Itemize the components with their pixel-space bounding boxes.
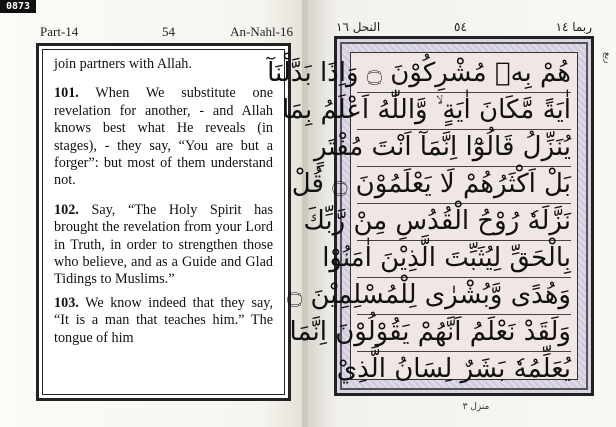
arabic-line: هُمْ بِهٖ مُشْرِكُوْنَ ۝ وَاِذَا بَدَّلْنَآ	[357, 55, 571, 93]
left-page-header	[40, 24, 293, 42]
arabic-line: بَلْ اَكْثَرُهُمْ لَا يَعْلَمُوْنَ ۝ قُلْ	[357, 166, 571, 204]
translation-frame	[36, 43, 291, 401]
paragraph-text: When We substitute one revelation for another, - and Allah knows best what He reveals (in stages), - they say, “You are but a forger”: but most of them understand not.	[54, 85, 273, 189]
paragraph-text: We know indeed that they say, “It is a man that teaches him.” The tongue of him	[54, 294, 273, 346]
paragraph	[54, 202, 273, 289]
paragraph	[54, 85, 273, 189]
paragraph	[54, 295, 273, 347]
verse-number: 101.	[54, 85, 79, 102]
manzil-footer: منزل ٣	[462, 402, 490, 412]
arabic-line: وَهُدًى وَّبُشْرٰى لِلْمُسْلِمِيْنَ ۝	[357, 277, 571, 315]
arabic-page-number: ٥٤	[454, 20, 467, 34]
part-label: Part-14	[40, 24, 79, 39]
verse-number: 103.	[54, 294, 79, 311]
arabic-line: يُنَزِّلُ قَالُوْٓا اِنَّمَآ اَنْتَ مُفْتَرٍ	[357, 129, 571, 167]
image-tag: 0873	[0, 0, 36, 13]
arabic-text-panel	[267, 52, 578, 384]
page-number: 54	[162, 24, 175, 39]
verse-number: 102.	[54, 201, 79, 218]
paragraph	[54, 56, 273, 73]
margin-note: ربع	[602, 52, 612, 64]
surah-label: An-Nahl-16	[230, 24, 293, 39]
arabic-frame	[267, 36, 594, 396]
arabic-line: يُعَلِّمُهٗ بَشَرٌ لِسَانُ الَّذِيْ	[336, 354, 571, 384]
juz-label: ربما ١٤	[555, 20, 592, 34]
paragraph-text: join partners with Allah.	[54, 56, 192, 72]
arabic-line: اٰيَةً مَّكَانَ اٰيَةٍ ۙ وَّاللّٰهُ اَعْلَمُ بِمَا	[357, 92, 571, 130]
paragraph-text: Say, “The Holy Spirit has brought the revelation from your Lord in Truth, in order to strengthen those who believe, and as a Guide and Glad Tidings to Muslims.”	[54, 201, 273, 288]
arabic-surah-label: النحل ١٦	[336, 20, 381, 34]
arabic-line: وَلَقَدْ نَعْلَمُ اَنَّهُمْ يَقُوْلُوْنَ اِنَّمَا	[357, 314, 571, 352]
arabic-line: نَزَّلَهٗ رُوْحُ الْقُدُسِ مِنْ رَّبِّكَ	[357, 203, 571, 241]
translation-text	[54, 56, 273, 347]
arabic-line: بِالْحَقِّ لِيُثَبِّتَ الَّذِيْنَ اٰمَنُوْا	[357, 240, 571, 278]
